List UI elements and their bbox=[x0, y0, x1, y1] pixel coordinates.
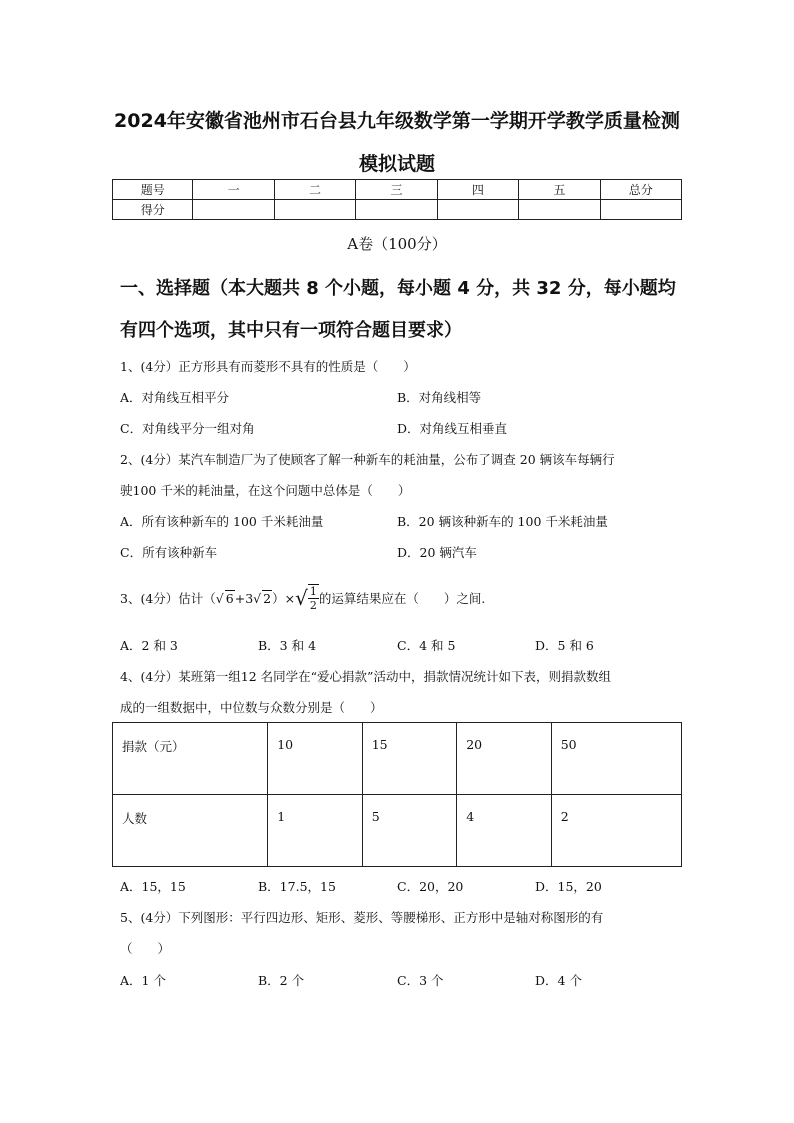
q3-option-b[interactable]: B．3 和 4 bbox=[258, 638, 317, 653]
score-input-cell[interactable] bbox=[437, 200, 518, 220]
page-title: 2024年安徽省池州市石台县九年级数学第一学期开学教学质量检测 bbox=[114, 110, 680, 132]
score-header-cell: 总分 bbox=[600, 180, 681, 200]
question-4-stem-line2: 成的一组数据中，中位数与众数分别是（ ） bbox=[120, 700, 383, 715]
q2-option-b[interactable]: B．20 辆该种新车的 100 千米耗油量 bbox=[397, 514, 608, 529]
sqrt-half: √ $\frac{1}{2}$ bbox=[295, 585, 317, 612]
question-4-stem: 4、(4分）某班第一组12 名同学在“爱心捐款”活动中，捐款情况统计如下表，则捐款数组 bbox=[120, 669, 611, 684]
score-input-cell[interactable] bbox=[519, 200, 600, 220]
score-header-cell: 五 bbox=[519, 180, 600, 200]
q3-option-d[interactable]: D．5 和 6 bbox=[535, 638, 594, 653]
score-table-score-row bbox=[113, 200, 682, 220]
donation-cell: 50 bbox=[551, 723, 681, 795]
score-header-cell: 一 bbox=[193, 180, 274, 200]
q3-plus: +3 bbox=[234, 590, 254, 606]
sqrt-2-radicand: 2 bbox=[263, 591, 272, 606]
donation-cell: 20 bbox=[457, 723, 552, 795]
question-2-stem: 2、(4分）某汽车制造厂为了使顾客了解一种新车的耗油量，公布了调查 20 辆该车每辆行 bbox=[120, 452, 615, 467]
q1-option-b[interactable]: B．对角线相等 bbox=[397, 390, 482, 405]
fraction-half bbox=[308, 584, 319, 612]
score-header-cell: 二 bbox=[274, 180, 355, 200]
question-1-stem: 1、(4分）正方形具有而菱形不具有的性质是（ ） bbox=[120, 359, 416, 374]
sqrt-2: √ 2 bbox=[253, 591, 272, 606]
question-2-stem-line2: 驶100 千米的耗油量，在这个问题中总体是（ ） bbox=[120, 483, 411, 498]
fraction-numerator: 1 bbox=[309, 585, 317, 598]
q4-option-b[interactable]: B．17.5，15 bbox=[258, 879, 336, 894]
score-header-cell: 四 bbox=[437, 180, 518, 200]
q3-option-c[interactable]: C．4 和 5 bbox=[397, 638, 456, 653]
volume-heading: A卷（100分） bbox=[347, 235, 447, 253]
q2-option-c[interactable]: C．所有该种新车 bbox=[120, 545, 218, 560]
score-header-cell: 题号 bbox=[113, 180, 193, 200]
q1-option-a[interactable]: A．对角线互相平分 bbox=[120, 390, 230, 405]
donation-cell: 10 bbox=[268, 723, 363, 795]
sqrt-6: √ 6 bbox=[215, 591, 234, 606]
page-title-line2: 模拟试题 bbox=[358, 153, 435, 175]
q2-option-d[interactable]: D．20 辆汽车 bbox=[397, 545, 477, 560]
q2-option-a[interactable]: A．所有该种新车的 100 千米耗油量 bbox=[120, 514, 324, 529]
q3-option-a[interactable]: A．2 和 3 bbox=[120, 638, 178, 653]
q5-option-b[interactable]: B．2 个 bbox=[258, 973, 305, 988]
donation-table bbox=[112, 722, 682, 867]
donation-cell: 2 bbox=[551, 795, 681, 867]
sqrt-6-radicand: 6 bbox=[225, 591, 234, 606]
q1-option-c[interactable]: C．对角线平分一组对角 bbox=[120, 421, 255, 436]
score-input-cell[interactable] bbox=[274, 200, 355, 220]
score-input-cell[interactable] bbox=[193, 200, 274, 220]
donation-cell: 5 bbox=[362, 795, 457, 867]
question-3-stem bbox=[120, 580, 485, 616]
q3-times: ）× bbox=[272, 591, 296, 606]
q1-option-d[interactable]: D．对角线互相垂直 bbox=[397, 421, 508, 436]
score-input-cell[interactable] bbox=[600, 200, 681, 220]
q4-option-c[interactable]: C．20，20 bbox=[397, 879, 464, 894]
donation-cell: 1 bbox=[268, 795, 363, 867]
score-row-label: 得分 bbox=[113, 200, 193, 220]
question-5-stem-line2: （ ） bbox=[120, 941, 171, 956]
score-table bbox=[112, 179, 682, 220]
section-heading-line2: 有四个选项，其中只有一项符合题目要求） bbox=[120, 320, 462, 341]
score-input-cell[interactable] bbox=[356, 200, 437, 220]
q3-prefix: 3、(4分）估计（ bbox=[120, 591, 216, 606]
donation-cell: 4 bbox=[457, 795, 552, 867]
fraction-denominator: 2 bbox=[309, 599, 317, 612]
score-header-cell: 三 bbox=[356, 180, 437, 200]
q5-option-c[interactable]: C．3 个 bbox=[397, 973, 444, 988]
donation-cell: 捐款（元） bbox=[113, 723, 268, 795]
section-heading: 一、选择题（本大题共 8 个小题，每小题 4 分，共 32 分，每小题均 bbox=[120, 278, 676, 299]
donation-cell: 15 bbox=[362, 723, 457, 795]
score-table-header-row bbox=[113, 180, 682, 200]
q3-suffix: 的运算结果应在（ ）之间. bbox=[318, 591, 486, 606]
question-5-stem: 5、(4分）下列图形：平行四边形、矩形、菱形、等腰梯形、正方形中是轴对称图形的有 bbox=[120, 910, 604, 925]
q4-option-d[interactable]: D．15，20 bbox=[535, 879, 602, 894]
donation-row-amount bbox=[113, 723, 682, 795]
q5-option-a[interactable]: A．1 个 bbox=[120, 973, 166, 988]
q5-option-d[interactable]: D．4 个 bbox=[535, 973, 582, 988]
donation-row-count bbox=[113, 795, 682, 867]
donation-cell: 人数 bbox=[113, 795, 268, 867]
q4-option-a[interactable]: A．15，15 bbox=[120, 879, 186, 894]
